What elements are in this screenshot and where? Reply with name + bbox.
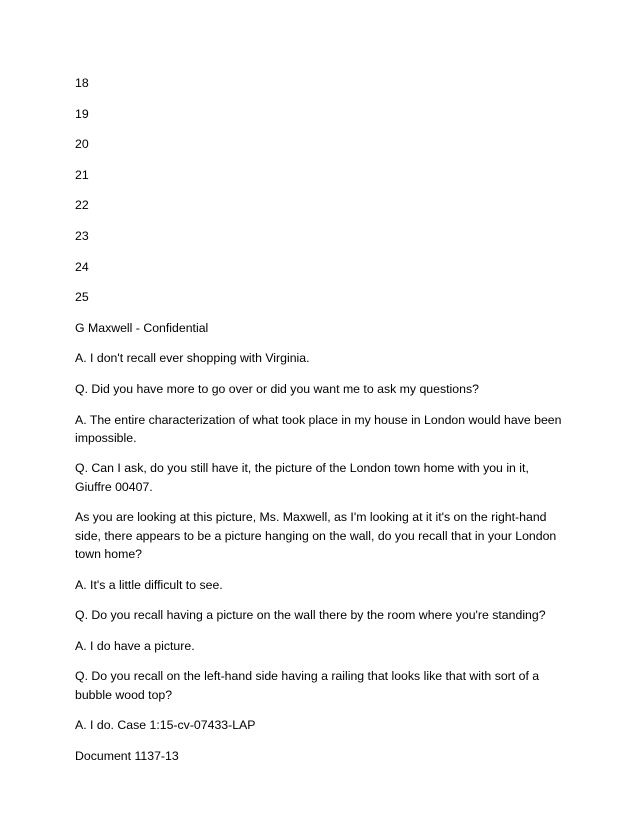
transcript-paragraph: A. It's a little difficult to see.	[75, 577, 223, 592]
transcript-paragraph: As you are looking at this picture, Ms. Maxwell, as I'm looking at it it's on the right-hand side, there appears to be a picture hanging on the wall, do you recall that in your London town home?	[75, 510, 557, 561]
transcript-paragraph: A. I do. Case 1:15-cv-07433-LAP	[75, 718, 256, 733]
line-number: 20	[75, 137, 89, 152]
transcript-paragraph: Q. Can I ask, do you still have it, the picture of the London town home with you in it, Giuffre 00407.	[75, 461, 529, 494]
transcript-paragraph: A. The entire characterization of what took place in my house in London would have been impossible.	[75, 412, 562, 445]
line-number: 21	[75, 167, 89, 182]
transcript-paragraph: A. I don't recall ever shopping with Virginia.	[75, 351, 310, 366]
transcript-paragraph: Q. Do you recall having a picture on the wall there by the room where you're standing?	[75, 608, 546, 623]
line-number: 18	[75, 76, 89, 90]
transcript-paragraph: A. I do have a picture.	[75, 638, 195, 653]
line-number: 22	[75, 198, 89, 213]
line-number: 23	[75, 228, 89, 243]
transcript-body	[75, 74, 565, 777]
line-number: 25	[75, 290, 89, 305]
transcript-paragraph: Q. Did you have more to go over or did you want me to ask my questions?	[75, 381, 479, 396]
document-number: Document 1137-13	[75, 748, 179, 763]
line-number: 24	[75, 259, 89, 274]
confidential-header: G Maxwell - Confidential	[75, 320, 209, 335]
transcript-paragraph: Q. Do you recall on the left-hand side having a railing that looks like that with sort of a bubble wood top?	[75, 669, 540, 702]
line-number: 19	[75, 106, 89, 121]
